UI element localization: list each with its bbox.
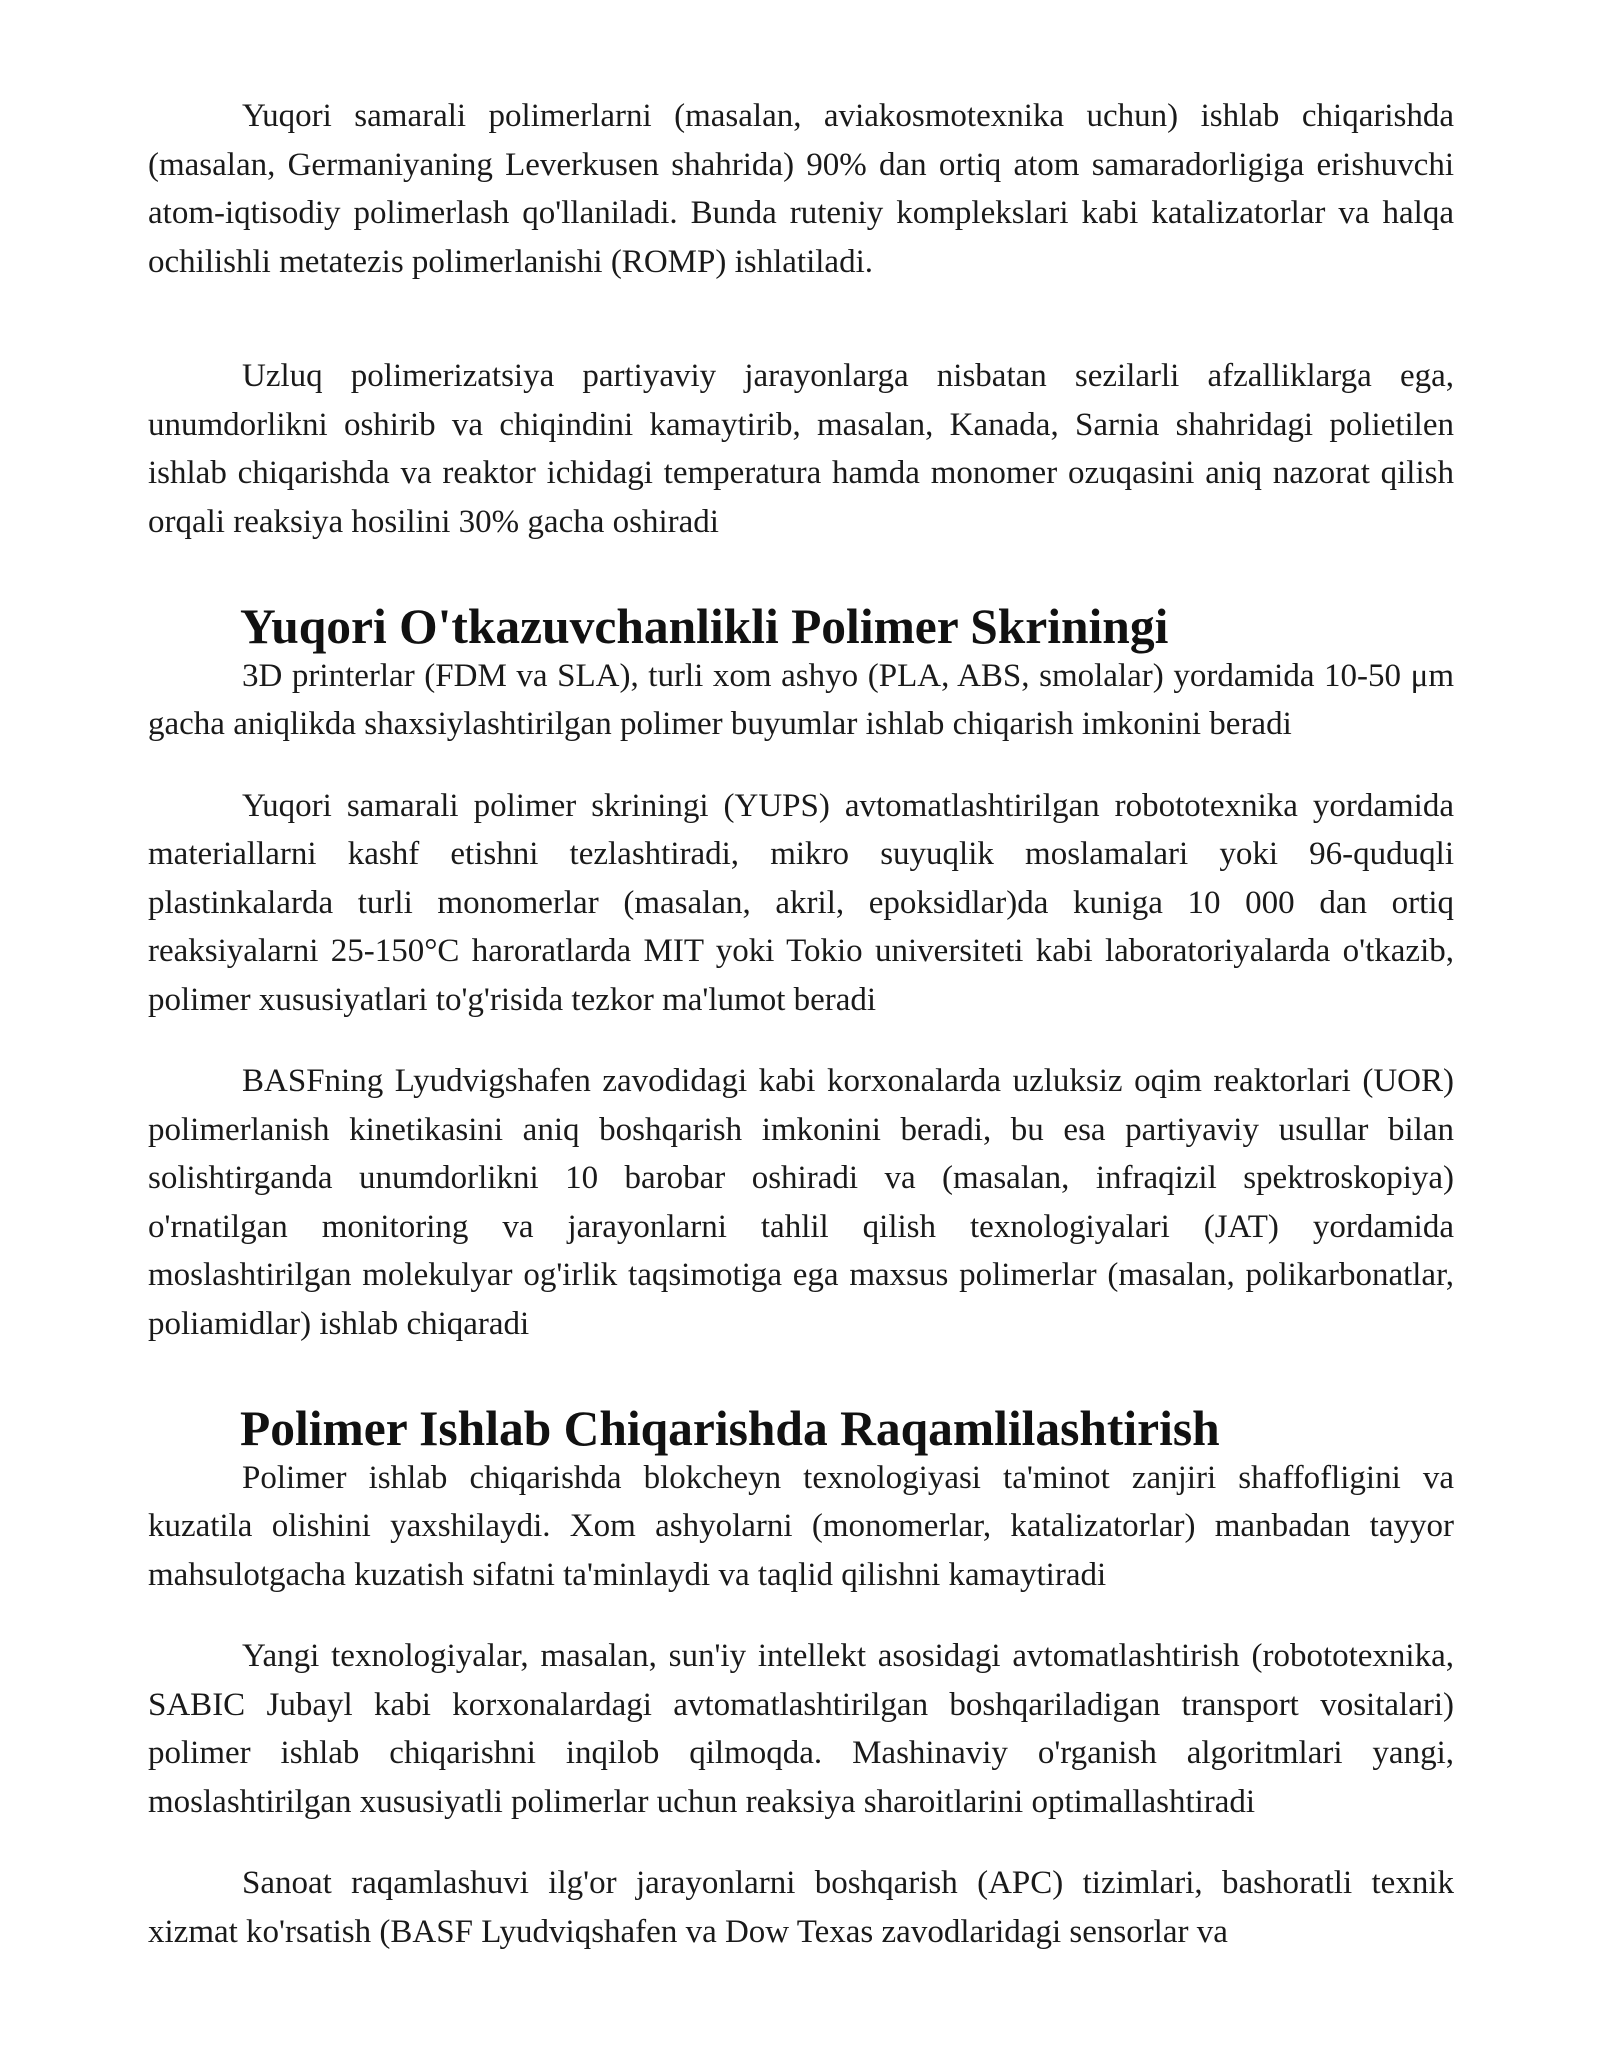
paragraph-ai-automation: Yangi texnologiyalar, masalan, sun'iy intellekt asosidagi avtomatlashtirish (robototexnika, SABIC Jubayl kabi korxonalardagi avtomatlashtirilgan boshqariladigan transport vositalari) polimer ishlab chiqarishni inqilob qilmoqda. Mashinaviy o'rganish algoritmlari yangi, moslashtirilgan xususiyatli polimerlar uchun reaksiya sharoitlarini optimallashtiradi (148, 1638, 1454, 1820)
section-heading-screening: Yuqori O'tkazuvchanlikli Polimer Skriningi (240, 599, 1169, 654)
paragraph-continuous-polymerization: Uzluq polimerizatsiya partiyaviy jarayonlarga nisbatan sezilarli afzalliklarga ega, unumdorlikni oshirib va chiqindini kamaytirib, masalan, Kanada, Sarnia shahridagi polietilen ishlab chiqarishda va reaktor ichidagi temperatura hamda monomer ozuqasini aniq nazorat qilish orqali reaksiya hosilini 30% gacha oshiradi (148, 358, 1454, 540)
spacer (148, 286, 1454, 352)
document-page (148, 92, 1454, 1956)
spacer (148, 546, 1454, 603)
paragraph-blockchain: Polimer ishlab chiqarishda blokcheyn texnologiyasi ta'minot zanjiri shaffofligini va kuzatila olishini yaxshilaydi. Xom ashyolarni (monomerlar, katalizatorlar) manbadan tayyor mahsulotgacha kuzatish sifatni ta'minlaydi va taqlid qilishni kamaytiradi (148, 1459, 1454, 1593)
paragraph-high-throughput-screening: Yuqori samarali polimer skriningi (YUPS) avtomatlashtirilgan robototexnika yordamida materiallarni kashf etishni tezlashtiradi, mikro suyuqlik moslamalari yoki 96-quduqli plastinkalarda turli monomerlar (masalan, akril, epoksidlar)da kuniga 10 000 dan ortiq reaksiyalarni 25-150°C haroratlarda MIT yoki Tokio universiteti kabi laboratoriyalarda o'tkazib, polimer xususiyatlari to'g'risida tezkor ma'lumot beradi (148, 787, 1454, 1018)
paragraph-industrial-digitalization: Sanoat raqamlashuvi ilg'or jarayonlarni boshqarish (APC) tizimlari, bashoratli texnik xizmat ko'rsatish (BASF Lyudviqshafen va Dow Texas zavodlaridagi sensorlar va (148, 1865, 1454, 1950)
paragraph-flow-reactors: BASFning Lyudvigshafen zavodidagi kabi korxonalarda uzluksiz oqim reaktorlari (UOR) polimerlanish kinetikasini aniq boshqarish imkonini beradi, bu esa partiyaviy usullar bilan solishtirganda unumdorlikni 10 barobar oshiradi va (masalan, infraqizil spektroskopiya) o'rnatilgan monitoring va jarayonlarni tahlil qilish texnologiyalari (JAT) yordamida moslashtirilgan molekulyar og'irlik taqsimotiga ega maxsus polimerlar (masalan, polikarbonatlar, poliamidlar) ishlab chiqaradi (148, 1063, 1454, 1342)
spacer (148, 1348, 1454, 1405)
spacer (148, 1024, 1454, 1057)
spacer (148, 1826, 1454, 1859)
paragraph-3d-printing: 3D printerlar (FDM va SLA), turli xom ashyo (PLA, ABS, smolalar) yordamida 10-50 μm gacha aniqlikda shaxsiylashtirilgan polimer buyumlar ishlab chiqarish imkonini beradi (148, 657, 1454, 742)
section-heading-digitalization: Polimer Ishlab Chiqarishda Raqamlilashtirish (240, 1401, 1220, 1456)
spacer (148, 1599, 1454, 1632)
paragraph-atom-economy: Yuqori samarali polimerlarni (masalan, aviakosmotexnika uchun) ishlab chiqarishda (masalan, Germaniyaning Leverkusen shahrida) 90% dan ortiq atom samaradorligiga erishuvchi atom-iqtisodiy polimerlash qo'llaniladi. Bunda ruteniy komplekslari kabi katalizatorlar va halqa ochilishli metatezis polimerlanishi (ROMP) ishlatiladi. (148, 98, 1454, 280)
spacer (148, 749, 1454, 782)
